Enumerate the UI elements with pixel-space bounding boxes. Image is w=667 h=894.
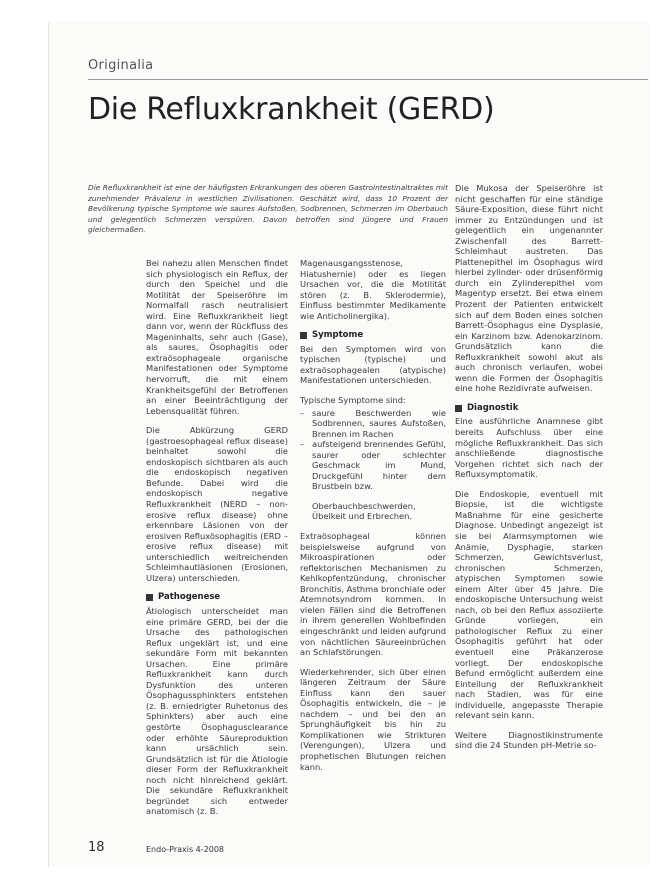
- page-number: 18: [88, 840, 105, 855]
- square-bullet-icon: [146, 594, 153, 601]
- heading-label: Pathogenese: [158, 592, 221, 603]
- section-kicker: Originalia: [88, 58, 154, 73]
- paragraph: Weitere Diagnostikinstrumente sind die 24 Stunden pH-Metrie so-: [455, 729, 603, 751]
- paragraph: Die Abkürzung GERD (gastroesophageal reflux disease) beinhaltet sowohl die endoskopisch sichtbaren als auch die endoskopisch negativen Befunde. Dabei wird die endoskopisch negative Refluxkrankheit (NERD – non-erosive reflux disease) ohne erkennbare Läsionen von der erosiven Refluxösophagitis (ERD – erosive reflux disease) mit unterschiedlich weitreichenden Schleimhautläsionen (Erosionen, Ulzera) unterschieden.: [146, 425, 288, 583]
- list-item: – saure Beschwerden wie Sodbrennen, saures Aufstoßen, Brennen im Rachen: [300, 408, 446, 440]
- symptom-list: [300, 408, 446, 492]
- section-heading-symptome: [300, 330, 446, 341]
- text-column-3: [455, 183, 603, 838]
- square-bullet-icon: [300, 332, 307, 339]
- paragraph: Bei den Symptomen wird von typischen (typische) und extraösophagealen (atypische) Manifestationen unterschieden.: [300, 343, 446, 386]
- paragraph: Die Mukosa der Speiseröhre ist nicht geschaffen für eine ständige Säure-Exposition, diese führt nicht immer zu Entzündungen und ist gelegentlich ein ungenannter Zwischenfall des Barrett-Schleimhaut austreten. Das Plattenepithel im Ösophagus wird hierbei zylinder- oder drüsenförmig durch ein Zylinderepithel vom Magentyp ersetzt. Bei etwa einem Prozent der Patienten entwickelt sich auf dem Boden eines solchen Barrett-Ösophagus eine Dysplasie, ein Karzinom bzw. Adenokarzinom. Grundsätzlich kann die Refluxkrankheit sowohl akut als auch chronisch verlaufen, wobei wenn die Formen der Ösophagitis eine hohe Rezidivrate aufweisen.: [455, 183, 603, 394]
- heading-label: Symptome: [312, 330, 364, 341]
- paragraph: Eine ausführliche Anamnese gibt bereits Aufschluss über eine mögliche Refluxkrankheit. Das sich anschließende diagnostische Vorgehen richtet sich nach der Refluxsymptomatik.: [455, 416, 603, 480]
- journal-name: Endo-Praxis 4-2008: [146, 845, 225, 854]
- article-title: Die Refluxkrankheit (GERD): [88, 92, 495, 127]
- paragraph: Extraösophageal können beispielsweise aufgrund von Mikroaspirationen oder reflektorischen Mechanismen zu Kehlkopfentzündung, chronischer Bronchitis, Asthma bronchiale oder Atemnotsyndrom kommen. In vielen Fällen sind die Betroffenen in ihrem generellen Wohlbefinden eingeschränkt und leiden aufgrund von nächtlichen Säureeinbrüchen an Schlafstörungen.: [300, 531, 446, 658]
- section-heading-diagnostik: [455, 403, 603, 414]
- paragraph: Typische Symptome sind:: [300, 395, 406, 406]
- paragraph: Die Endoskopie, eventuell mit Biopsie, ist die wichtigste Maßnahme für eine gesicherte Diagnose. Unbedingt angezeigt ist sie bei Alarmsymptomen wie Anämie, Dysphagie, starken Schmerzen, Gewichtsverlust, chronischen Schmerzen, atypischen Symptomen sowie einem Alter über 45 Jahre. Die endoskopische Untersuchung weist nach, ob bei den Reflux assoziierte Gründe vorliegen, ein pathologischer Reflux zu einer Ösophagitis geführt hat oder eventuell eine Präkanzerose vorliegt. Der endoskopische Befund ermöglicht außerdem eine Einteilung der Refluxkrankheit nach Stadien, was für eine individuelle, angepasste Therapie relevant sein kann.: [455, 488, 603, 721]
- list-item: – aufsteigend brennendes Gefühl, saurer oder schlechter Geschmack im Mund, Druckgefühl hinter dem Brustbein bzw.: [300, 439, 446, 492]
- paragraph: Ätiologisch unterscheidet man eine primäre GERD, bei der die Ursache des pathologischen Reflux ungeklärt ist, und eine sekundäre Form mit bekannten Ursachen. Eine primäre Refluxkrankheit kann durch Dysfunktion des unteren Ösophagussphinkters entstehen (z. B. erniedrigter Ruhetonus des Sphinkters) aber auch eine gestörte Ösophagusclearance oder erhöhte Säureproduktion kann ursächlich sein. Grundsätzlich ist für die Ätiologie dieser Form der Refluxkrankheit noch nicht hinreichend geklärt. Die sekundäre Refluxkrankheit begründet sich entweder anatomisch (z. B.: [146, 605, 288, 817]
- header-rule: [88, 79, 648, 80]
- section-heading-pathogenese: [146, 592, 288, 603]
- square-bullet-icon: [455, 405, 462, 412]
- article-lead: Die Refluxkrankheit ist eine der häufigsten Erkrankungen des oberen Gastrointestinaltraktes mit zunehmender Prävalenz in westlichen Zivilisationen. Geschätzt wird, dass 10 Prozent der Bevölkerung typische Symptome wie saures Aufstoßen, Sodbrennen, Schmerzen im Oberbauch und gelegentlich Schmerzen verspüren. Davon betroffen sind Jüngere und Frauen gleichermaßen.: [88, 183, 448, 235]
- paragraph: Wiederkehrender, sich über einen längeren Zeitraum der Säure Einfluss kann den sauer Ösophagitis entwickeln, die – je nachdem – und bei den an Sprunghäufigkeit bis hin zu Komplikationen wie Strikturen (Verengungen), Ulzera und prophetischen Blutungen reichen kann.: [300, 666, 446, 772]
- text-column-2: [300, 258, 446, 838]
- paragraph: Bei nahezu allen Menschen findet sich physiologisch ein Reflux, der durch den Speichel und die Motilität der Speiseröhre im Normalfall rasch neutralisiert wird. Eine Refluxkrankheit liegt dann vor, wenn der Rückfluss des Mageninhalts, sehr auch (Gase), als saures, Ösophagitis oder extraösophageale organische Manifestationen oder Symptome hervorruft, die mit einem Krankheitsgefühl der Betroffenen an einer Beeinträchtigung der Lebensqualität führen.: [146, 258, 288, 416]
- heading-label: Diagnostik: [467, 402, 519, 413]
- text-column-1: [146, 258, 288, 838]
- paragraph: Magenausgangsstenose, Hiatushernie) oder es liegen Ursachen vor, die die Motilität stören (z. B. Sklerodermie), Einfluss bestimmter Medikamente wie Anticholinergika).: [300, 258, 446, 321]
- paragraph: Oberbauchbeschwerden, Übelkeit und Erbrechen.: [312, 500, 416, 522]
